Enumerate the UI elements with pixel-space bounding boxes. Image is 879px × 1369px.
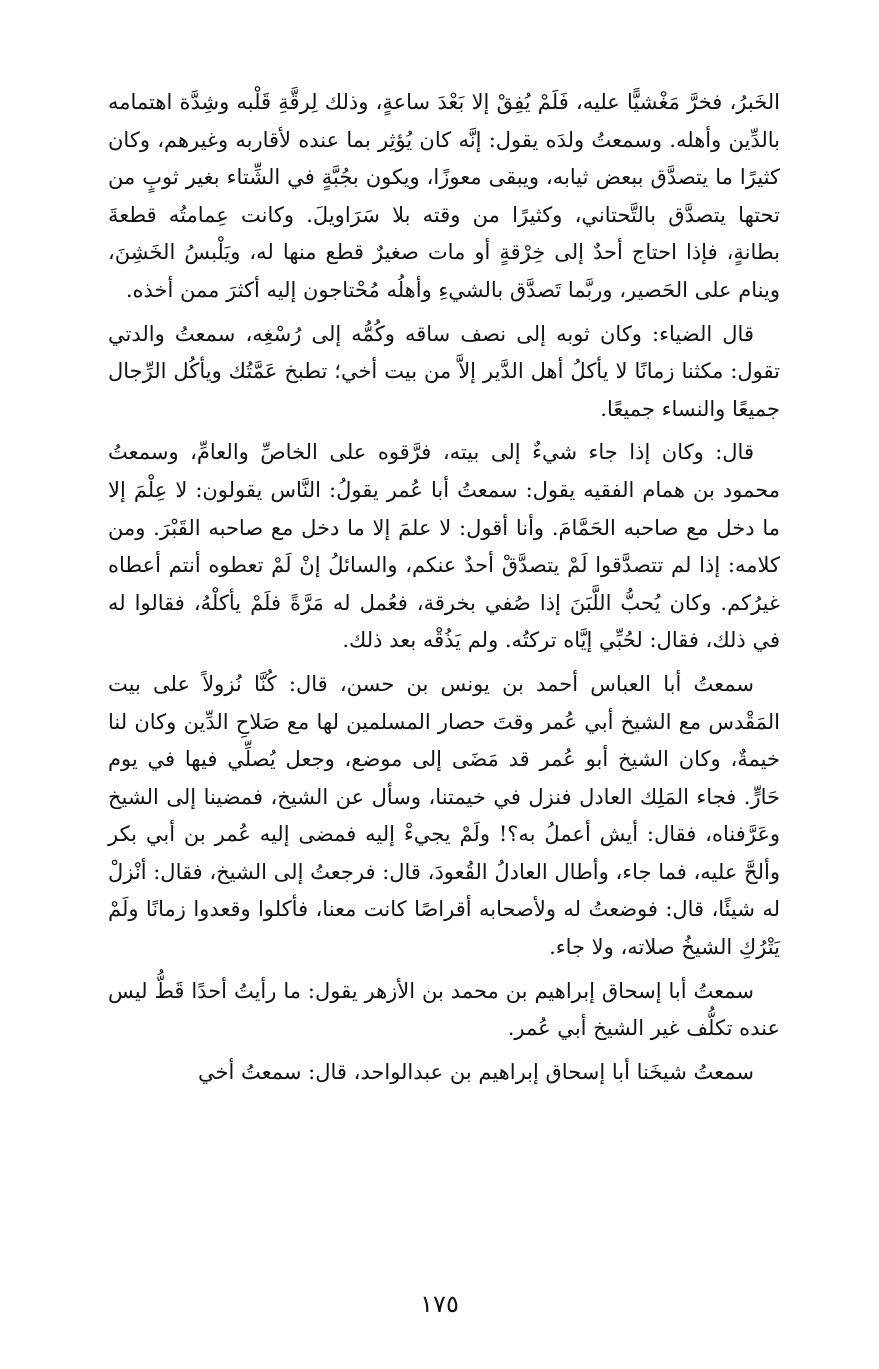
- paragraph-jerusalem: سمعتُ أبا العباس أحمد بن يونس بن حسن، قال: كُنَّا نُزولاً على بيت المَقْدس مع الشيخ أبي عُمر وقتَ حصار المسلمين لها مع صَلاحِ الدِّين وكان لنا خيمةٌ، وكان الشيخ أبو عُمر قد مَضَى إلى موضع، وجعل يُصلِّي فيها في يوم حَارٍّ. فجاء المَلِك العادل فنزل في خيمتنا، وسأل عن الشيخ، فمضينا إلى الشيخ وعَرَّفناه، فقال: أيش أعملُ به؟! ولَمْ يجيءْ إليه فمضى إليه عُمر بن أبي بكر وألحَّ عليه، فما جاء، وأطال العادلُ القُعودَ، قال: فرجعتُ إلى الشيخ، فقال: أنْزلْ له شيئًا، قال: فوضعتُ له ولأصحابه أقراصًا كانت معنا، فأكلوا وقعدوا زمانًا ولَمْ يَتْرُكِ الشيخُ صلاته، ولا جاء.: [108, 671, 780, 960]
- paragraph-abdulwahid: سمعتُ شيخَنا أبا إسحاق إبراهيم بن عبدالواحد، قال: سمعتُ أخي: [197, 1059, 754, 1084]
- page-number: ١٧٥: [420, 1290, 459, 1318]
- paragraph-sharing: قال: وكان إذا جاء شيءٌ إلى بيته، فرَّقوه على الخاصِّ والعامِّ، وسمعتُ محمود بن همام الفقيه يقول: سمعتُ أبا عُمر يقولُ: النَّاس يقولون: لا عِلْمَ إلا ما دخل مع صاحبه الحَمَّامَ. وأنا أقول: لا علمَ إلا ما دخل مع صاحبه القَبْرَ. ومن كلامه: إذا لم تتصدَّقوا لَمْ يتصدَّقْ أحدٌ عنكم، والسائلُ إنْ لَمْ تعطوه أنتم أعطاه غيرُكم. وكان يُحبُّ اللَّبَنَ إذا صُفي بخرقة، فعُمل له مَرَّةً فلَمْ يأكلْهُ، فقالوا له في ذلك، فقال: لحُبِّي إيَّاه تركتُه. ولم يَذُقْه بعد ذلك.: [108, 440, 780, 653]
- body-text: [108, 84, 780, 1097]
- paragraph-ibn-al-azhar: سمعتُ أبا إسحاق إبراهيم بن محمد بن الأزهر يقول: ما رأيتُ أحدًا قَطُّ ليس عنده تكلُّف غير الشيخ أبي عُمر.: [108, 978, 780, 1041]
- paragraph-al-diya: قال الضياء: وكان ثوبه إلى نصف ساقه وكُمُّه إلى رُسْغِه، سمعتُ والدتي تقول: مكثنا زمانًا لا يأكلُ أهل الدَّير إلاَّ من بيت أخي؛ تطبخ عَمَّتُك ويأكُل الرِّجال جميعًا والنساء جميعًا.: [108, 321, 780, 421]
- paragraph-continued: الخَبرُ، فخرَّ مَغْشيًّا عليه، فَلَمْ يُفِقْ إلا بَعْدَ ساعةٍ، وذلك لِرقَّةِ قَلْبه وشِدَّة اهتمامه بالدِّين وأهله. وسمعتُ ولدَه يقول: إنَّه كان يُؤثِر بما عنده لأقاربه وغيرهم، وكان كثيرًا ما يتصدَّق ببعض ثيابه، ويبقى معوزًا، ويكون بجُبَّةٍ في الشِّتاء بغير ثوبٍ من تحتها يتصدَّق بالتَّحتاني، وكثيرًا من وقته بلا سَرَاويلَ. وكانت عِمامتُه قطعةَ بطانةٍ، فإذا احتاج أحدٌ إلى خِرْقةٍ أو مات صغيرٌ قطع منها له، ويَلْبسُ الخَشِنَ، وينام على الحَصير، وربَّما تَصدَّق بالشيءِ وأهلُه مُحْتاجون إليه أكثرَ ممن أخذه.: [108, 90, 780, 302]
